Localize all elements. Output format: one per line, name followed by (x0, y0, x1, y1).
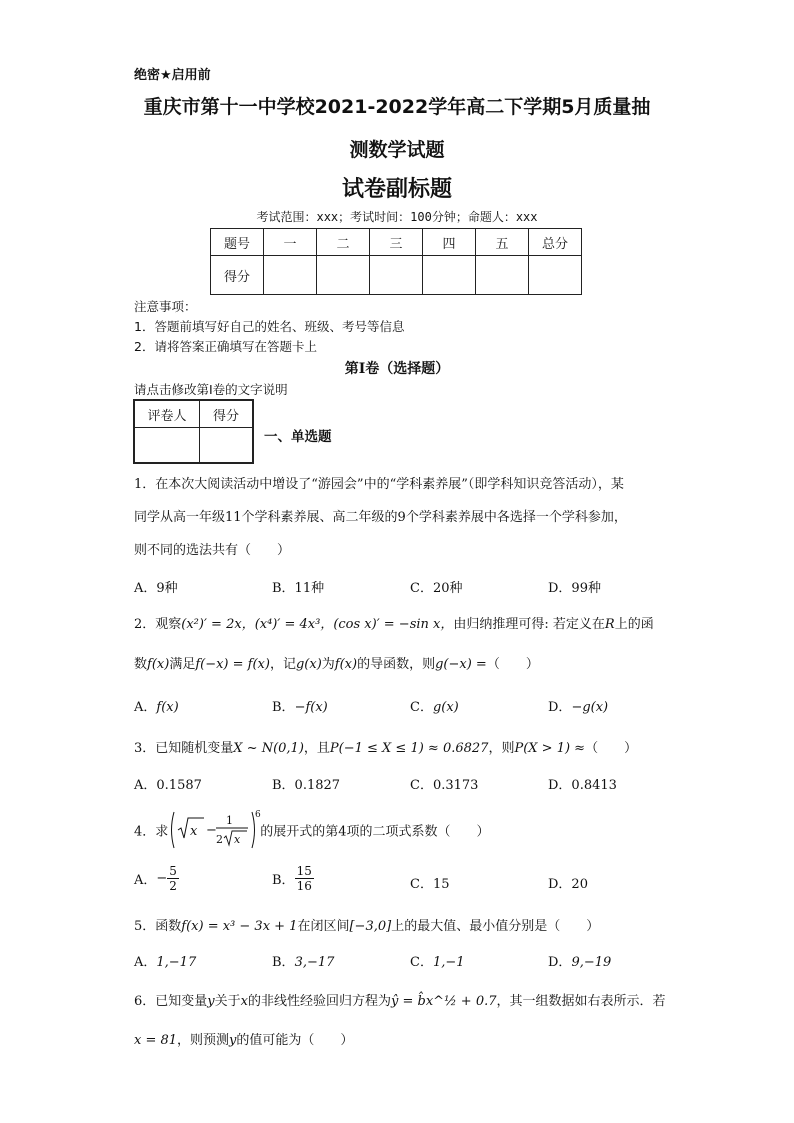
grader-header: 评卷人 (134, 400, 200, 428)
option-math: 9,−19 (571, 955, 612, 970)
score-header-cell: 总分 (529, 229, 582, 256)
q3-text: （ ） (585, 741, 638, 756)
q2-formula3: (cos x)′ = −sin x， (333, 617, 454, 632)
q2-math: g(x) (295, 657, 322, 672)
score-header-cell: 二 (317, 229, 370, 256)
q3-math: X ~ N(0,1) (233, 741, 304, 756)
fraction-denominator: 16 (296, 879, 312, 893)
q2-line1 (134, 613, 654, 632)
svg-text:6: 6 (255, 810, 262, 820)
q1-option-d[interactable]: D．99种 (548, 581, 601, 596)
q2-math: f(−x) = f(x) (195, 657, 270, 672)
minus-sign: − (156, 871, 168, 886)
q2-line2 (134, 653, 539, 672)
q2-prefix: 2．观察 (134, 617, 182, 632)
q6-math: x (240, 994, 248, 1009)
fraction-numerator: 15 (296, 864, 312, 878)
score-cell[interactable] (370, 256, 423, 295)
q6-line2 (134, 1029, 353, 1048)
notes-item: 1．答题前填写好自己的姓名、班级、考号等信息 (134, 319, 405, 334)
svg-text:2: 2 (216, 833, 224, 846)
q2-mid: 由归纳推理可得: 若定义在 (453, 617, 605, 632)
option-letter: B． (272, 955, 295, 970)
q2-formula1: (x²)′ = 2x， (181, 617, 255, 632)
q3-option-b[interactable]: B．0.1827 (272, 778, 341, 793)
exam-subtitle: 试卷副标题 (341, 177, 452, 202)
secret-mark: 绝密★启用前 (134, 68, 211, 83)
grader-cell[interactable] (134, 428, 200, 464)
score-row-label: 得分 (211, 256, 264, 295)
q4-text: 的展开式的第4项的二项式系数（ ） (260, 824, 490, 840)
grader-cell[interactable] (200, 428, 254, 464)
q2-formula2: (x⁴)′ = 4x³， (254, 617, 334, 632)
q6-regression-equation: ŷ = b̂x^½ + 0.7 (391, 994, 497, 1009)
option-math: 1,−17 (156, 955, 197, 970)
q1-line2: 同学从高一年级11个学科素养展、高二年级的9个学科素养展中各选择一个学科参加， (134, 510, 627, 525)
q4-option-c[interactable]: C．15 (410, 877, 450, 892)
svg-text:x: x (190, 824, 198, 839)
score-cell[interactable] (317, 256, 370, 295)
part1-note: 请点击修改第I卷的文字说明 (134, 382, 288, 397)
q2-option-d[interactable] (548, 696, 608, 715)
q5-option-b[interactable] (272, 951, 334, 970)
exam-title-line2: 测数学试题 (349, 139, 445, 161)
fraction (295, 864, 314, 893)
score-header-cell: 三 (370, 229, 423, 256)
q2-math: f(x) (334, 657, 358, 672)
q2-text: ，记 (269, 657, 296, 672)
fraction-denominator: 2 (169, 879, 177, 893)
score-header-cell: 题号 (211, 229, 264, 256)
score-header-cell: 四 (423, 229, 476, 256)
grader-table (133, 399, 254, 464)
q4-text: 4．求 (134, 824, 169, 840)
q2-option-a[interactable] (134, 696, 179, 715)
q6-math: x = 81 (134, 1033, 178, 1048)
section-single-choice: 一、单选题 (264, 429, 332, 445)
q3-option-a[interactable]: A．0.1587 (134, 778, 202, 793)
q2-option-b[interactable] (272, 696, 328, 715)
notes-item: 2．请将答案正确填写在答题卡上 (134, 339, 317, 354)
svg-text:x: x (234, 833, 241, 846)
q2-text: （ ） (486, 657, 539, 672)
notes (134, 297, 404, 357)
score-cell[interactable] (264, 256, 317, 295)
score-cell[interactable] (423, 256, 476, 295)
option-math: f(x) (156, 700, 179, 715)
q6-line1 (134, 990, 666, 1009)
score-header-cell: 五 (476, 229, 529, 256)
q6-text: 的值可能为（ ） (236, 1033, 354, 1048)
q2-text: 的导函数，则 (357, 657, 436, 672)
q6-text: ，则预测 (177, 1033, 230, 1048)
fraction-numerator: 5 (169, 864, 177, 878)
q5-text: 在闭区间 (297, 919, 350, 934)
option-math: −f(x) (294, 700, 328, 715)
exam-title-line1: 重庆市第十一中学校2021-2022学年高二下学期5月质量抽 (143, 96, 651, 118)
option-letter: A． (134, 955, 157, 970)
q2-real-set: R (604, 617, 615, 632)
score-cell[interactable] (529, 256, 582, 295)
q3-text: ，且 (303, 741, 330, 756)
q3-text: ，则 (488, 741, 515, 756)
option-math: 3,−17 (294, 955, 335, 970)
q5-option-a[interactable] (134, 951, 196, 970)
q6-math: y (229, 1033, 237, 1048)
q1-line1: 1．在本次大阅读活动中增设了“游园会”中的“学科素养展”（即学科知识竞答活动），某 (134, 477, 624, 492)
q5-option-c[interactable] (410, 951, 465, 970)
q2-text: 满足 (169, 657, 196, 672)
grader-header: 得分 (200, 400, 254, 428)
svg-text:1: 1 (226, 814, 234, 827)
q4-option-d[interactable]: D．20 (548, 877, 588, 892)
notes-heading: 注意事项： (134, 299, 197, 314)
option-math: 1,−1 (432, 955, 465, 970)
q4-expression (168, 808, 260, 852)
q2-math: f(x) (147, 657, 170, 672)
option-letter: C． (410, 955, 433, 970)
q6-text: 6．已知变量 (134, 994, 208, 1009)
option-math: −g(x) (571, 700, 609, 715)
q2-suffix: 上的函 (614, 617, 654, 632)
q3-math: P(X > 1) ≈ (514, 741, 586, 756)
score-cell[interactable] (476, 256, 529, 295)
q3-line (134, 737, 637, 756)
part1-title: 第I卷（选择题） (344, 361, 450, 377)
q5-text: 上的最大值、最小值分别是（ ） (391, 919, 600, 934)
q1-option-a[interactable]: A．9种 (134, 581, 178, 596)
q2-math: g(−x) = (435, 657, 487, 672)
option-math: g(x) (432, 700, 459, 715)
q5-line (134, 915, 599, 934)
q3-option-d[interactable]: D．0.8413 (548, 778, 617, 793)
q3-text: 3．已知随机变量 (134, 741, 234, 756)
q4-option-a[interactable] (134, 864, 179, 893)
option-letter: D． (548, 955, 572, 970)
q6-math: y (207, 994, 215, 1009)
option-letter: D． (548, 700, 572, 715)
svg-text:−: − (206, 823, 218, 838)
option-letter: A． (134, 700, 157, 715)
q5-text: 5．函数 (134, 919, 182, 934)
q1-option-b[interactable]: B．11种 (272, 581, 325, 596)
q5-math: [−3,0] (349, 919, 392, 934)
q4-line (134, 808, 490, 852)
q2-option-c[interactable] (410, 696, 459, 715)
q2-text: 数 (134, 657, 148, 672)
q6-text: 关于 (214, 994, 241, 1009)
q1-option-c[interactable]: C．20种 (410, 581, 463, 596)
q2-text: 为 (321, 657, 335, 672)
q1-line3: 则不同的选法共有（ ） (134, 543, 291, 558)
q5-math: f(x) = x³ − 3x + 1 (181, 919, 298, 934)
exam-info: 考试范围：xxx；考试时间：100分钟；命题人：xxx (256, 210, 538, 224)
q4-option-b[interactable] (272, 864, 314, 893)
option-letter: B． (272, 700, 295, 715)
option-letter: A． (134, 873, 157, 888)
score-table (210, 228, 582, 295)
score-header-cell: 一 (264, 229, 317, 256)
option-letter: C． (410, 700, 433, 715)
option-letter: B． (272, 873, 295, 888)
q6-text: ，其一组数据如右表所示．若 (496, 994, 666, 1009)
q3-math: P(−1 ≤ X ≤ 1) ≈ 0.6827 (329, 741, 489, 756)
q6-text: 的非线性经验回归方程为 (248, 994, 392, 1009)
q3-option-c[interactable]: C．0.3173 (410, 778, 479, 793)
q5-option-d[interactable] (548, 951, 611, 970)
fraction (167, 864, 179, 893)
